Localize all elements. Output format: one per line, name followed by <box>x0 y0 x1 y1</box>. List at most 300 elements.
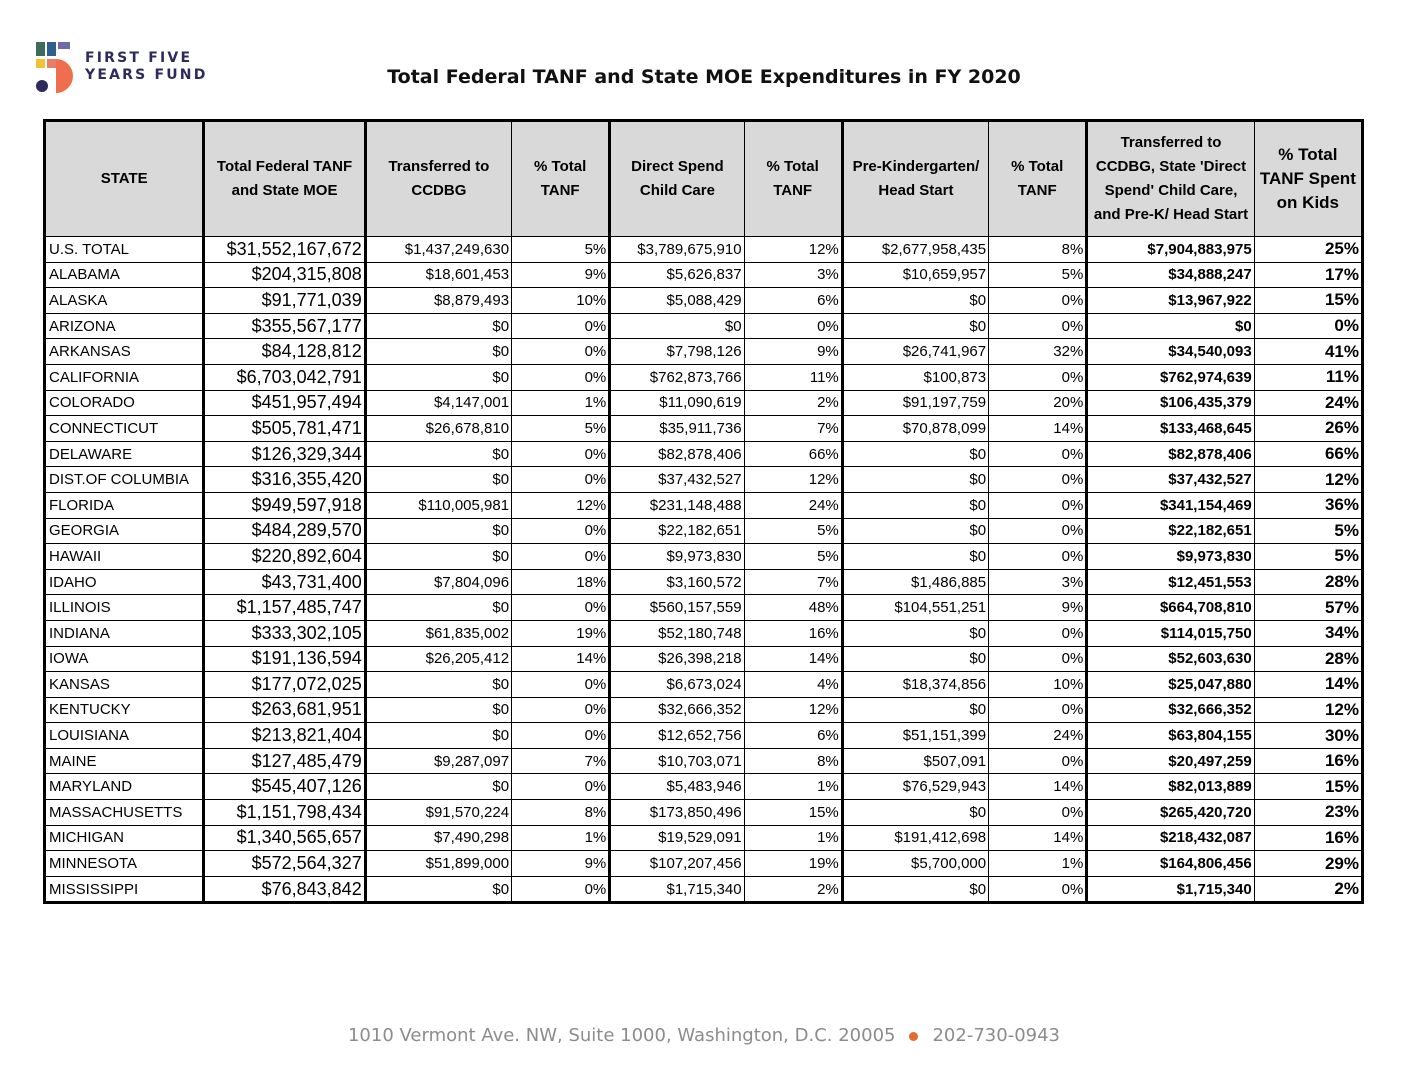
table-cell: $664,708,810 <box>1087 595 1254 621</box>
table-cell: 15% <box>744 800 842 826</box>
table-row <box>45 697 1363 723</box>
table-cell: $7,490,298 <box>365 825 511 851</box>
table-row <box>45 672 1363 698</box>
table-cell: $0 <box>365 595 511 621</box>
table-cell: $52,180,748 <box>610 620 744 646</box>
table-row <box>45 876 1363 903</box>
table-cell: 0% <box>512 697 610 723</box>
table-cell: $26,741,967 <box>842 339 988 365</box>
table-cell: 0% <box>989 441 1087 467</box>
state-cell: U.S. TOTAL <box>45 237 204 263</box>
table-cell: 5% <box>744 518 842 544</box>
state-cell: DELAWARE <box>45 441 204 467</box>
table-cell: 11% <box>1254 364 1362 390</box>
table-cell: $762,873,766 <box>610 364 744 390</box>
table-cell: $0 <box>842 288 988 314</box>
table-cell: $133,468,645 <box>1087 416 1254 442</box>
table-row <box>45 544 1363 570</box>
table-cell: 11% <box>744 364 842 390</box>
table-cell: 4% <box>744 672 842 698</box>
table-cell: 0% <box>512 467 610 493</box>
table-cell: $6,673,024 <box>610 672 744 698</box>
table-cell: $0 <box>365 774 511 800</box>
table-cell: 7% <box>744 569 842 595</box>
table-cell: 16% <box>1254 748 1362 774</box>
column-header: Transferred to CCDBG <box>365 121 511 237</box>
table-cell: $7,798,126 <box>610 339 744 365</box>
table-row <box>45 723 1363 749</box>
table-cell: 14% <box>1254 672 1362 698</box>
table-cell: 0% <box>989 544 1087 570</box>
table-cell: 12% <box>744 237 842 263</box>
table-cell: $70,878,099 <box>842 416 988 442</box>
table-row <box>45 288 1363 314</box>
table-cell: 0% <box>512 876 610 903</box>
table-cell: 10% <box>512 288 610 314</box>
footer-address: 1010 Vermont Ave. NW, Suite 1000, Washington, D.C. 20005 <box>347 1025 896 1046</box>
table-cell: 1% <box>744 825 842 851</box>
state-cell: FLORIDA <box>45 492 204 518</box>
table-cell: $3,160,572 <box>610 569 744 595</box>
table-cell: $7,804,096 <box>365 569 511 595</box>
table-cell: 6% <box>744 288 842 314</box>
table-cell: $104,551,251 <box>842 595 988 621</box>
table-cell: 0% <box>989 492 1087 518</box>
table-row <box>45 595 1363 621</box>
table-cell: $0 <box>610 313 744 339</box>
table-cell: $5,088,429 <box>610 288 744 314</box>
table-cell: $114,015,750 <box>1087 620 1254 646</box>
state-cell: CALIFORNIA <box>45 364 204 390</box>
table-row <box>45 851 1363 877</box>
table-cell: 36% <box>1254 492 1362 518</box>
table-cell: $61,835,002 <box>365 620 511 646</box>
table-cell: $9,973,830 <box>1087 544 1254 570</box>
table-cell: $31,552,167,672 <box>204 237 365 263</box>
column-header: Pre-Kindergarten/ Head Start <box>842 121 988 237</box>
table-cell: $0 <box>1087 313 1254 339</box>
table-cell: $126,329,344 <box>204 441 365 467</box>
table-cell: 28% <box>1254 646 1362 672</box>
state-cell: ALABAMA <box>45 262 204 288</box>
table-cell: $1,486,885 <box>842 569 988 595</box>
table-cell: 14% <box>512 646 610 672</box>
table-cell: $451,957,494 <box>204 390 365 416</box>
table-cell: $82,013,889 <box>1087 774 1254 800</box>
table-row <box>45 518 1363 544</box>
table-cell: 2% <box>744 876 842 903</box>
table-cell: $11,090,619 <box>610 390 744 416</box>
table-cell: 6% <box>744 723 842 749</box>
table-cell: $0 <box>365 313 511 339</box>
table-cell: $0 <box>842 876 988 903</box>
table-cell: $34,888,247 <box>1087 262 1254 288</box>
table-cell: $20,497,259 <box>1087 748 1254 774</box>
table-cell: $0 <box>365 364 511 390</box>
table-cell: $484,289,570 <box>204 518 365 544</box>
table-cell: $762,974,639 <box>1087 364 1254 390</box>
table-cell: $107,207,456 <box>610 851 744 877</box>
column-header: % Total TANF <box>744 121 842 237</box>
table-cell: $0 <box>365 697 511 723</box>
state-cell: LOUISIANA <box>45 723 204 749</box>
table-cell: $204,315,808 <box>204 262 365 288</box>
table-cell: $84,128,812 <box>204 339 365 365</box>
table-cell: 0% <box>512 723 610 749</box>
table-header-row <box>45 121 1363 237</box>
table-cell: $52,603,630 <box>1087 646 1254 672</box>
table-cell: 24% <box>989 723 1087 749</box>
table-cell: $505,781,471 <box>204 416 365 442</box>
table-cell: 0% <box>512 518 610 544</box>
table-cell: 24% <box>1254 390 1362 416</box>
state-cell: KENTUCKY <box>45 697 204 723</box>
table-cell: 0% <box>512 339 610 365</box>
table-cell: 0% <box>989 646 1087 672</box>
table-cell: 0% <box>512 313 610 339</box>
table-cell: $37,432,527 <box>1087 467 1254 493</box>
column-header: Total Federal TANF and State MOE <box>204 121 365 237</box>
table-cell: $32,666,352 <box>610 697 744 723</box>
column-header: Direct Spend Child Care <box>610 121 744 237</box>
column-header: % Total TANF <box>989 121 1087 237</box>
table-row <box>45 467 1363 493</box>
table-cell: 5% <box>1254 518 1362 544</box>
table-cell: 8% <box>512 800 610 826</box>
table-cell: 12% <box>744 697 842 723</box>
state-cell: IOWA <box>45 646 204 672</box>
table-cell: $13,967,922 <box>1087 288 1254 314</box>
table-cell: $10,703,071 <box>610 748 744 774</box>
table-cell: 0% <box>989 364 1087 390</box>
table-cell: $25,047,880 <box>1087 672 1254 698</box>
table-cell: 5% <box>512 237 610 263</box>
table-cell: $560,157,559 <box>610 595 744 621</box>
table-cell: $4,147,001 <box>365 390 511 416</box>
table-cell: $5,700,000 <box>842 851 988 877</box>
table-cell: $26,398,218 <box>610 646 744 672</box>
expenditures-table <box>43 119 1364 904</box>
table-cell: $3,789,675,910 <box>610 237 744 263</box>
table-cell: $110,005,981 <box>365 492 511 518</box>
table-cell: $76,529,943 <box>842 774 988 800</box>
table-cell: $177,072,025 <box>204 672 365 698</box>
table-cell: $0 <box>842 800 988 826</box>
table-row <box>45 800 1363 826</box>
page-title: Total Federal TANF and State MOE Expenditures in FY 2020 <box>387 66 1021 88</box>
table-cell: 12% <box>1254 697 1362 723</box>
table-cell: $0 <box>365 441 511 467</box>
state-cell: MAINE <box>45 748 204 774</box>
table-cell: $0 <box>842 441 988 467</box>
table-cell: 14% <box>989 416 1087 442</box>
table-cell: 9% <box>512 851 610 877</box>
table-cell: 0% <box>744 313 842 339</box>
table-cell: 19% <box>744 851 842 877</box>
table-cell: $191,136,594 <box>204 646 365 672</box>
table-cell: 0% <box>1254 313 1362 339</box>
table-cell: $22,182,651 <box>1087 518 1254 544</box>
table-cell: $2,677,958,435 <box>842 237 988 263</box>
table-cell: $127,485,479 <box>204 748 365 774</box>
state-cell: ILLINOIS <box>45 595 204 621</box>
table-cell: 12% <box>1254 467 1362 493</box>
table-cell: 3% <box>744 262 842 288</box>
table-cell: 14% <box>989 774 1087 800</box>
table-cell: $9,973,830 <box>610 544 744 570</box>
state-cell: MARYLAND <box>45 774 204 800</box>
state-cell: ALASKA <box>45 288 204 314</box>
table-cell: 41% <box>1254 339 1362 365</box>
logo-line-1: FIRST FIVE <box>85 50 193 66</box>
table-cell: $91,197,759 <box>842 390 988 416</box>
table-cell: 7% <box>744 416 842 442</box>
table-cell: $5,626,837 <box>610 262 744 288</box>
table-cell: 2% <box>744 390 842 416</box>
table-cell: $19,529,091 <box>610 825 744 851</box>
table-row <box>45 313 1363 339</box>
table-cell: 15% <box>1254 288 1362 314</box>
table-cell: 16% <box>744 620 842 646</box>
table-cell: 0% <box>989 697 1087 723</box>
table-cell: $18,601,453 <box>365 262 511 288</box>
state-cell: INDIANA <box>45 620 204 646</box>
table-cell: 32% <box>989 339 1087 365</box>
table-cell: $63,804,155 <box>1087 723 1254 749</box>
logo-line-2: YEARS FUND <box>85 67 208 83</box>
table-cell: 9% <box>989 595 1087 621</box>
table-cell: 26% <box>1254 416 1362 442</box>
table-cell: $5,483,946 <box>610 774 744 800</box>
table-cell: $0 <box>365 544 511 570</box>
table-cell: $0 <box>365 339 511 365</box>
footer-phone: 202-730-0943 <box>932 1025 1060 1046</box>
table-cell: $1,151,798,434 <box>204 800 365 826</box>
table-cell: 12% <box>744 467 842 493</box>
table-cell: 12% <box>512 492 610 518</box>
table-cell: 0% <box>512 364 610 390</box>
table-row <box>45 620 1363 646</box>
table-cell: 2% <box>1254 876 1362 903</box>
table-cell: $8,879,493 <box>365 288 511 314</box>
table-cell: 9% <box>512 262 610 288</box>
table-body <box>45 237 1363 903</box>
column-header: % Total TANF <box>512 121 610 237</box>
table-cell: $949,597,918 <box>204 492 365 518</box>
table-cell: 23% <box>1254 800 1362 826</box>
table-cell: $0 <box>365 876 511 903</box>
table-cell: $26,678,810 <box>365 416 511 442</box>
table-cell: 1% <box>989 851 1087 877</box>
state-cell: MISSISSIPPI <box>45 876 204 903</box>
table-cell: $218,432,087 <box>1087 825 1254 851</box>
state-cell: ARIZONA <box>45 313 204 339</box>
table-cell: 9% <box>744 339 842 365</box>
table-cell: $18,374,856 <box>842 672 988 698</box>
table-cell: $43,731,400 <box>204 569 365 595</box>
table-cell: 0% <box>989 800 1087 826</box>
table-cell: 0% <box>512 774 610 800</box>
table-cell: 66% <box>744 441 842 467</box>
table-cell: $82,878,406 <box>1087 441 1254 467</box>
table-cell: $91,570,224 <box>365 800 511 826</box>
table-cell: 14% <box>744 646 842 672</box>
table-cell: $7,904,883,975 <box>1087 237 1254 263</box>
table-cell: $1,437,249,630 <box>365 237 511 263</box>
table-row <box>45 364 1363 390</box>
table-cell: 5% <box>1254 544 1362 570</box>
table-cell: $1,715,340 <box>610 876 744 903</box>
table-cell: $51,151,399 <box>842 723 988 749</box>
table-cell: $34,540,093 <box>1087 339 1254 365</box>
table-row <box>45 237 1363 263</box>
table-cell: $333,302,105 <box>204 620 365 646</box>
table-cell: 10% <box>989 672 1087 698</box>
state-cell: DIST.OF COLUMBIA <box>45 467 204 493</box>
table-row <box>45 646 1363 672</box>
table-cell: 8% <box>989 237 1087 263</box>
table-cell: $0 <box>365 518 511 544</box>
table-cell: $106,435,379 <box>1087 390 1254 416</box>
table-cell: 1% <box>512 390 610 416</box>
table-cell: $0 <box>842 467 988 493</box>
table-cell: 24% <box>744 492 842 518</box>
table-cell: 3% <box>989 569 1087 595</box>
table-cell: $6,703,042,791 <box>204 364 365 390</box>
table-row <box>45 390 1363 416</box>
table-cell: $545,407,126 <box>204 774 365 800</box>
table-cell: 5% <box>744 544 842 570</box>
table-row <box>45 339 1363 365</box>
state-cell: IDAHO <box>45 569 204 595</box>
table-cell: 0% <box>512 441 610 467</box>
table-cell: 25% <box>1254 237 1362 263</box>
state-cell: ARKANSAS <box>45 339 204 365</box>
table-cell: $37,432,527 <box>610 467 744 493</box>
table-cell: 0% <box>989 288 1087 314</box>
table-cell: 0% <box>989 518 1087 544</box>
table-cell: 19% <box>512 620 610 646</box>
column-header: STATE <box>45 121 204 237</box>
table-cell: $355,567,177 <box>204 313 365 339</box>
state-cell: MINNESOTA <box>45 851 204 877</box>
table-cell: 30% <box>1254 723 1362 749</box>
table-cell: $0 <box>842 544 988 570</box>
table-cell: $341,154,469 <box>1087 492 1254 518</box>
table-row <box>45 825 1363 851</box>
state-cell: KANSAS <box>45 672 204 698</box>
table-cell: 5% <box>989 262 1087 288</box>
state-cell: MICHIGAN <box>45 825 204 851</box>
table-cell: 0% <box>512 672 610 698</box>
table-cell: 0% <box>512 544 610 570</box>
column-header: Transferred to CCDBG, State 'Direct Spend' Child Care, and Pre-K/ Head Start <box>1087 121 1254 237</box>
table-cell: $265,420,720 <box>1087 800 1254 826</box>
table-cell: $12,652,756 <box>610 723 744 749</box>
table-cell: 1% <box>512 825 610 851</box>
table-cell: 57% <box>1254 595 1362 621</box>
table-cell: $173,850,496 <box>610 800 744 826</box>
table-cell: $572,564,327 <box>204 851 365 877</box>
table-row <box>45 774 1363 800</box>
table-row <box>45 416 1363 442</box>
table-cell: 0% <box>989 313 1087 339</box>
table-cell: $0 <box>365 672 511 698</box>
table-cell: $213,821,404 <box>204 723 365 749</box>
table-cell: 14% <box>989 825 1087 851</box>
table-cell: 17% <box>1254 262 1362 288</box>
table-cell: $316,355,420 <box>204 467 365 493</box>
table-cell: $263,681,951 <box>204 697 365 723</box>
table-cell: 29% <box>1254 851 1362 877</box>
table-cell: $35,911,736 <box>610 416 744 442</box>
table-cell: $82,878,406 <box>610 441 744 467</box>
table-row <box>45 262 1363 288</box>
table-cell: $22,182,651 <box>610 518 744 544</box>
table-cell: $0 <box>842 313 988 339</box>
table-cell: 48% <box>744 595 842 621</box>
table-cell: $0 <box>842 620 988 646</box>
footer <box>0 1025 1408 1046</box>
table-cell: $1,157,485,747 <box>204 595 365 621</box>
table-cell: $32,666,352 <box>1087 697 1254 723</box>
table-cell: $164,806,456 <box>1087 851 1254 877</box>
table-row <box>45 748 1363 774</box>
table-cell: 20% <box>989 390 1087 416</box>
table-cell: 18% <box>512 569 610 595</box>
table-row <box>45 492 1363 518</box>
table-cell: 16% <box>1254 825 1362 851</box>
table-cell: 0% <box>989 620 1087 646</box>
column-header: % Total TANF Spent on Kids <box>1254 121 1362 237</box>
table-cell: $91,771,039 <box>204 288 365 314</box>
table-cell: 34% <box>1254 620 1362 646</box>
table-cell: 5% <box>512 416 610 442</box>
table-cell: $100,873 <box>842 364 988 390</box>
table-cell: 8% <box>744 748 842 774</box>
table-cell: $191,412,698 <box>842 825 988 851</box>
table-cell: 0% <box>989 467 1087 493</box>
table-cell: $0 <box>365 723 511 749</box>
table-row <box>45 441 1363 467</box>
table-cell: $1,340,565,657 <box>204 825 365 851</box>
table-cell: 66% <box>1254 441 1362 467</box>
state-cell: COLORADO <box>45 390 204 416</box>
table-cell: $0 <box>842 697 988 723</box>
table-cell: $9,287,097 <box>365 748 511 774</box>
table-cell: $231,148,488 <box>610 492 744 518</box>
table-cell: $507,091 <box>842 748 988 774</box>
table-cell: $0 <box>365 467 511 493</box>
table-row <box>45 569 1363 595</box>
table-cell: $0 <box>842 492 988 518</box>
table-cell: 7% <box>512 748 610 774</box>
table-cell: $0 <box>842 646 988 672</box>
table-cell: 0% <box>989 876 1087 903</box>
state-cell: CONNECTICUT <box>45 416 204 442</box>
table-cell: $51,899,000 <box>365 851 511 877</box>
table-cell: 1% <box>744 774 842 800</box>
table-cell: $220,892,604 <box>204 544 365 570</box>
table-cell: 0% <box>512 595 610 621</box>
state-cell: MASSACHUSETTS <box>45 800 204 826</box>
table-cell: $12,451,553 <box>1087 569 1254 595</box>
table-cell: 28% <box>1254 569 1362 595</box>
table-cell: $1,715,340 <box>1087 876 1254 903</box>
table-cell: $76,843,842 <box>204 876 365 903</box>
table-cell: 0% <box>989 748 1087 774</box>
state-cell: HAWAII <box>45 544 204 570</box>
